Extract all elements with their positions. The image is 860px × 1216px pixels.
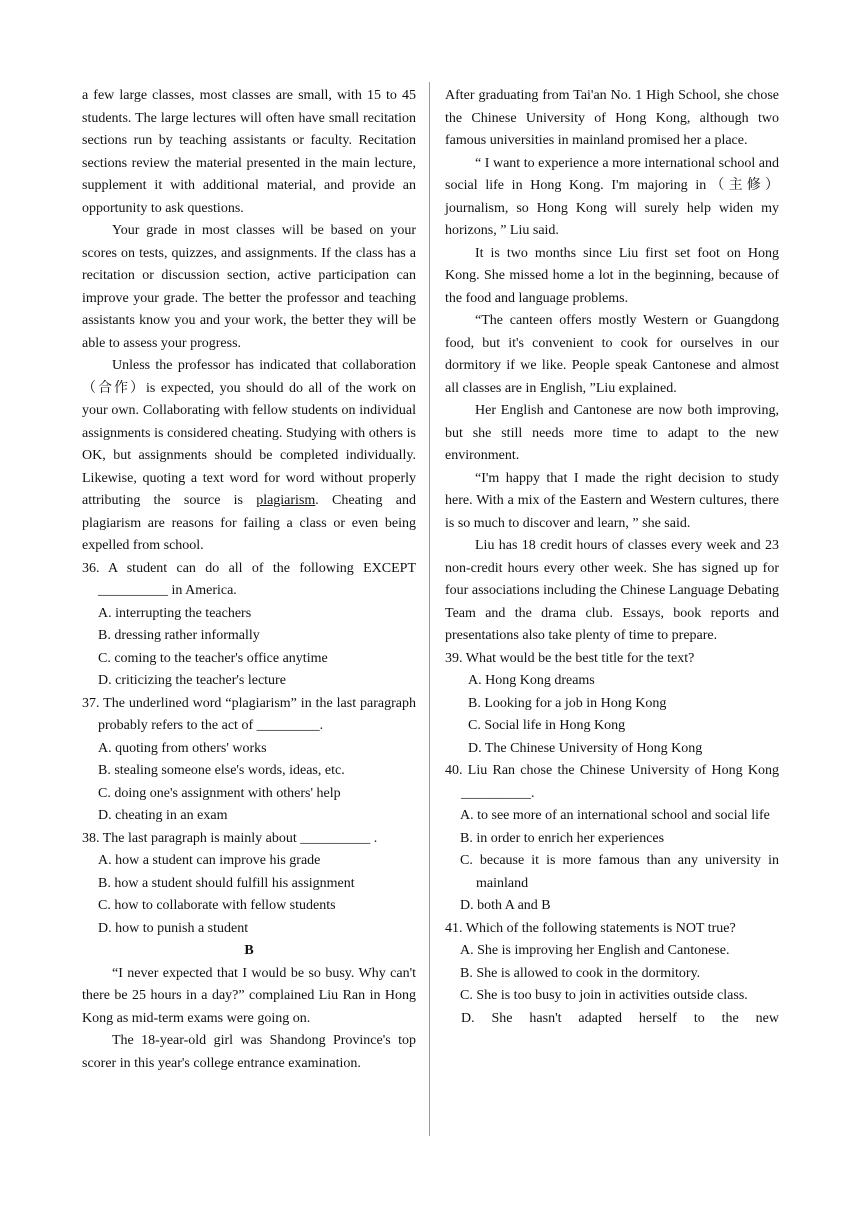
column-divider [429,82,430,1136]
question-39: 39. What would be the best title for the text? [445,650,695,666]
option[interactable]: B. in order to enrich her experiences [460,830,665,846]
option[interactable]: C. because it is more famous than any university in mainland [460,853,779,891]
right-column [445,85,779,1030]
question-41: 41. Which of the following statements is NOT true? [445,920,736,936]
underlined-word: plagiarism [256,493,316,508]
option[interactable]: D. criticizing the teacher's lecture [98,673,286,688]
option[interactable]: A. quoting from others' works [98,740,267,756]
passage-b-paragraph: “The canteen offers mostly Western or Guangdong food, but it's convenient to cook for ourselves in our dormitory if we like. People speak Cantonese and almost all classes are in English, ”Liu explained. [445,313,779,396]
option[interactable]: C. She is too busy to join in activities outside class. [460,988,748,1003]
option[interactable]: A. interrupting the teachers [98,605,252,621]
option[interactable]: B. She is allowed to cook in the dormitory. [460,965,701,981]
passage-b-paragraph: It is two months since Liu first set foot on Hong Kong. She missed home a lot in the beginning, because of the food and language problems. [445,245,779,306]
paragraph-text: . Cheating and plagiarism are reasons for failing a class or even being expelled from school. [82,493,416,553]
option[interactable]: C. how to collaborate with fellow students [98,898,336,913]
passage-b-paragraph: “I'm happy that I made the right decision to study here. With a mix of the Eastern and Western cultures, there is so much to discover and learn, ” she said. [445,470,779,531]
passage-b-paragraph: “I never expected that I would be so busy. Why can't there be 25 hours in a day?” complained Liu Ran in Hong Kong as mid-term exams were going on. [82,965,416,1026]
passage-b-paragraph: “ I want to experience a more international school and social life in Hong Kong. I'm majoring in（主修）journalism, so Hong Kong will surely help widen my horizons, ” Liu said. [445,155,779,238]
option[interactable]: C. doing one's assignment with others' help [98,785,341,801]
section-heading-b: B [244,943,254,958]
question-40: 40. Liu Ran chose the Chinese University of Hong Kong __________. [445,763,779,801]
option[interactable]: A. Hong Kong dreams [468,673,595,688]
question-37: 37. The underlined word “plagiarism” in the last paragraph probably refers to the act of _________. [82,695,416,733]
question-36: 36. A student can do all of the following EXCEPT __________ in America. [82,560,416,598]
passage-a-paragraph: a few large classes, most classes are small, with 15 to 45 students. The large lectures will often have small recitation sections run by teaching assistants or faculty. Recitation sections review the material presented in the main lecture, supplement it with additional material, and provide an opportunity to ask questions. [82,88,416,216]
option[interactable]: D. The Chinese University of Hong Kong [468,740,703,756]
option[interactable]: A. to see more of an international school and social life [460,808,770,823]
paragraph-text: Unless the professor has indicated that collaboration（合作）is expected, you should do all of the work on your own. Collaborating with fellow students on individual assignments is considered cheating. Studying with others is OK, but assignments should be completed individually. Likewise, quoting a text word for word without properly attributing the source is [82,358,416,508]
passage-a-paragraph [82,355,416,558]
option[interactable]: B. dressing rather informally [98,628,260,643]
option[interactable]: D. She hasn't adapted herself to the new [461,1010,779,1026]
option[interactable]: C. coming to the teacher's office anytime [98,650,328,666]
option[interactable]: D. cheating in an exam [98,808,228,823]
passage-a-paragraph: Your grade in most classes will be based on your scores on tests, quizzes, and assignments. If the class has a recitation or discussion section, active participation can improve your grade. The better the professor and teaching assistants know you and your work, the better they will be able to assess your progress. [82,223,416,351]
passage-b-paragraph: The 18-year-old girl was Shandong Province's top scorer in this year's college entrance examination. [82,1033,416,1071]
passage-b-paragraph: After graduating from Tai'an No. 1 High School, she chose the Chinese University of Hong Kong, although two famous universities in mainland promised her a place. [445,88,779,148]
option[interactable]: B. Looking for a job in Hong Kong [468,695,667,711]
passage-b-paragraph: Liu has 18 credit hours of classes every week and 23 non-credit hours every other week. She has signed up for four associations including the Chinese Language Debating Team and the drama club. Essays, book reports and presentations also take plenty of time to prepare. [445,538,779,643]
left-column [82,85,416,1075]
option[interactable]: A. She is improving her English and Cantonese. [460,943,730,958]
passage-b-paragraph: Her English and Cantonese are now both improving, but she still needs more time to adapt to the new environment. [445,403,779,463]
option[interactable]: A. how a student can improve his grade [98,853,321,868]
option[interactable]: B. stealing someone else's words, ideas, etc. [98,763,345,778]
option[interactable]: D. both A and B [460,898,551,913]
question-38: 38. The last paragraph is mainly about __________ . [82,830,378,846]
option[interactable]: C. Social life in Hong Kong [468,718,626,733]
option[interactable]: D. how to punish a student [98,920,249,936]
option[interactable]: B. how a student should fulfill his assignment [98,875,355,891]
